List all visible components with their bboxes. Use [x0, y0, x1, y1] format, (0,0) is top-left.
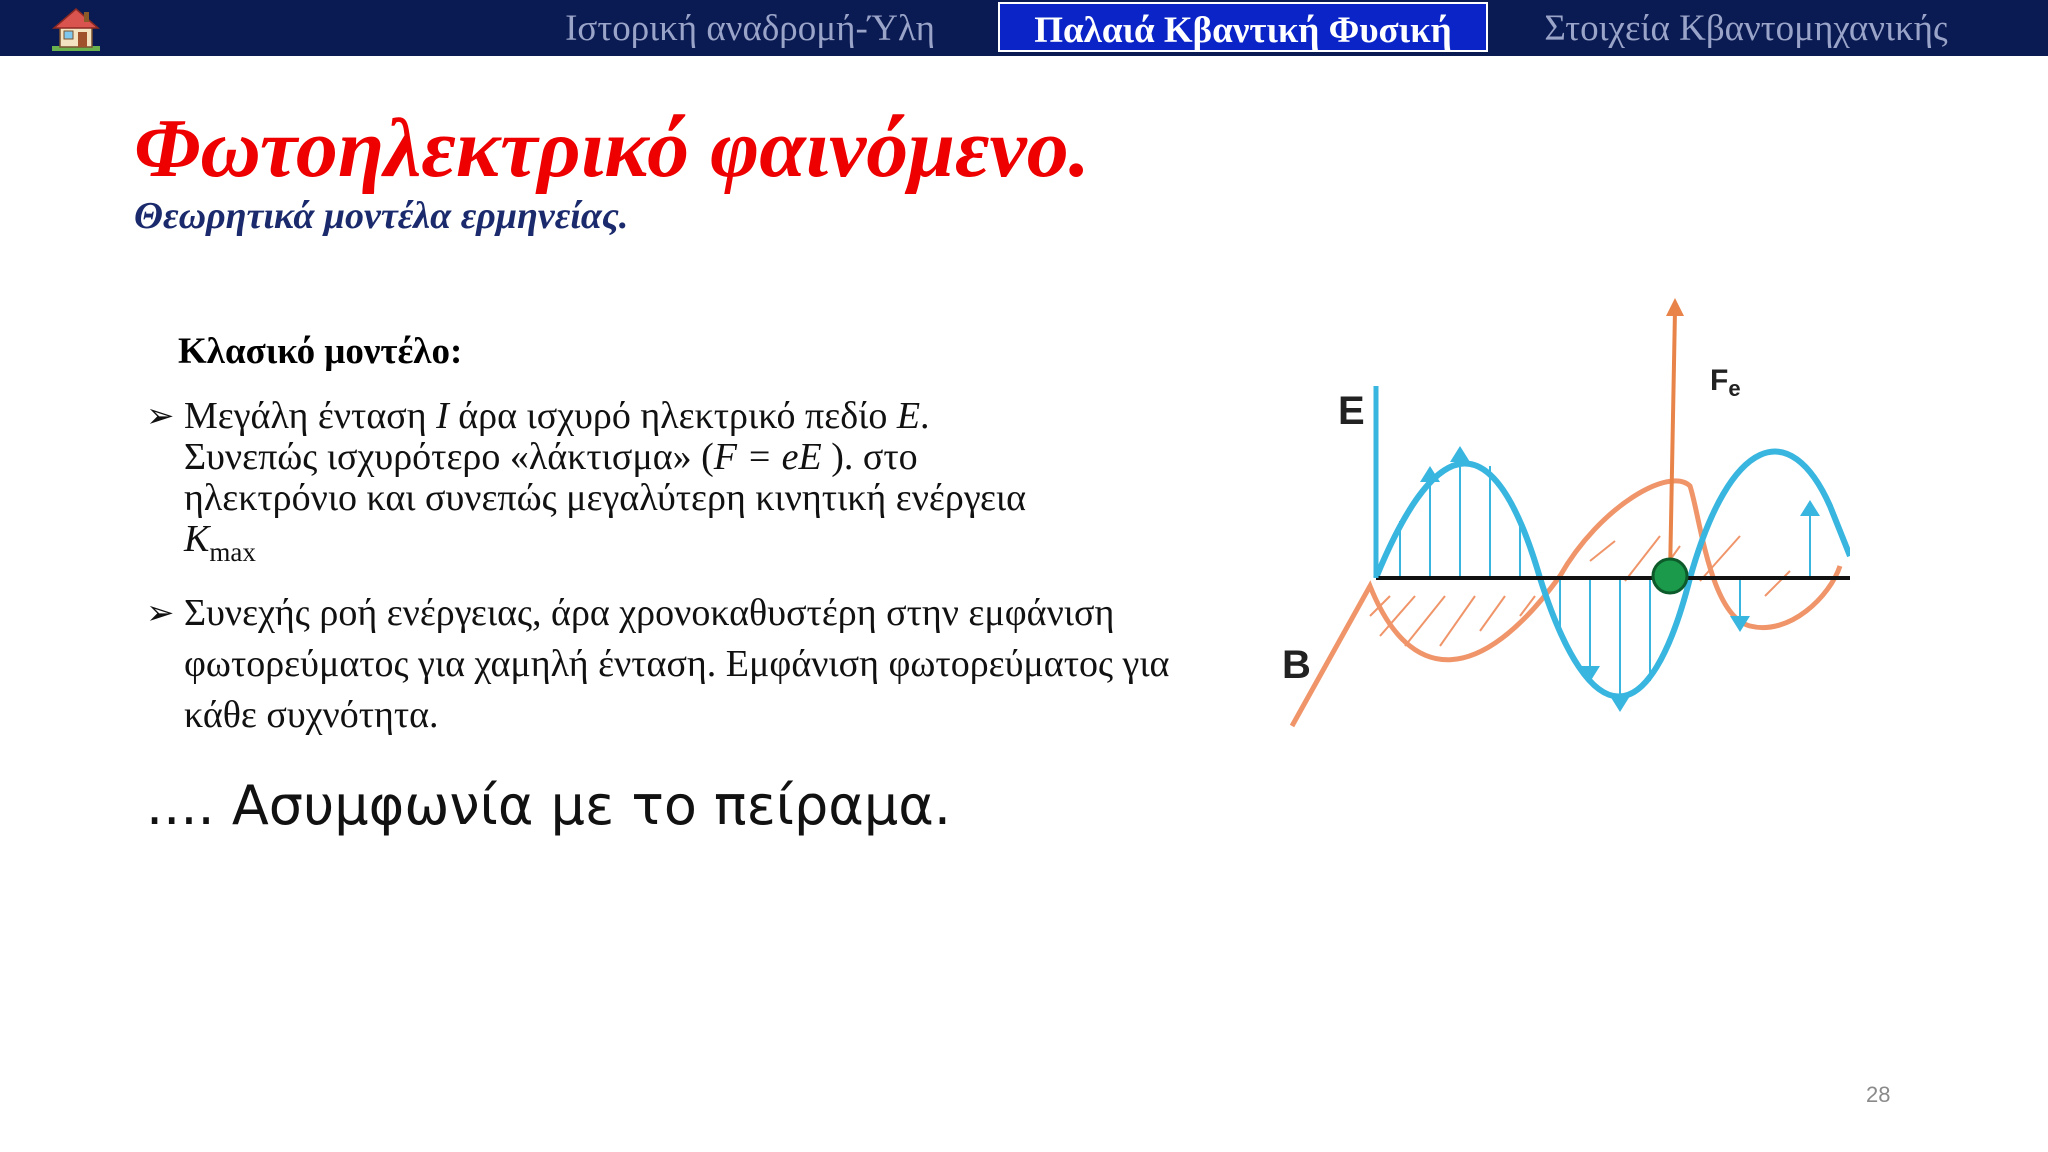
force-arrowhead [1666, 298, 1684, 316]
math-variable: I [436, 395, 449, 437]
page-number: 28 [1866, 1082, 1891, 1107]
label-force-subscript: e [1728, 376, 1741, 401]
nav-tab-history[interactable]: Ιστορική αναδρομή-Ύλη [565, 8, 935, 49]
math-equation: F = eE [713, 436, 822, 478]
nav-tab-quantum-mechanics[interactable]: Στοιχεία Κβαντομηχανικής [1544, 8, 1948, 49]
bullet-text: Μεγάλη ένταση I άρα ισχυρό ηλεκτρικό πεδίο E. Συνεπώς ισχυρότερο «λάκτισμα» (F = eE ). στο ηλεκτρόνιο και συνεπώς μεγαλύτερη κινητική ενέργεια $K_{max}$ [184, 395, 1027, 567]
label-force: F [1710, 364, 1729, 397]
math-variable: E [896, 395, 921, 437]
bullet-arrow-icon: ➢ [146, 398, 175, 435]
section-heading: Κλασικό μοντέλο: [178, 331, 463, 372]
label-e: E [1338, 389, 1365, 433]
label-b: B [1282, 643, 1311, 687]
bullet-item [146, 396, 1184, 573]
bullet-item [146, 588, 1184, 741]
electron-dot [1653, 559, 1687, 593]
top-navigation-bar [0, 0, 2048, 56]
house-icon [50, 6, 102, 52]
math-subscript: max [209, 537, 256, 567]
svg-text:Fe [1710, 364, 1741, 401]
em-wave-figure [1270, 296, 1850, 756]
nav-tab-old-quantum-physics[interactable]: Παλαιά Κβαντική Φυσική [998, 2, 1488, 52]
math-variable: K [184, 518, 210, 560]
bullet-text: Συνεχής ροή ενέργειας, άρα χρονοκαθυστέρη στην εμφάνιση φωτορεύματος για χαμηλή ένταση. Εμφάνιση φωτορεύματος για κάθε συχνότητα. [184, 592, 1170, 736]
slide-title: Φωτοηλεκτρικό φαινόμενο. [134, 102, 1090, 195]
slide-subtitle: Θεωρητικά μοντέλα ερμηνείας. [134, 195, 629, 237]
bullet-arrow-icon: ➢ [146, 595, 175, 632]
home-button[interactable] [50, 6, 102, 52]
conclusion-text: .... Ασυμφωνία με το πείραμα. [146, 774, 952, 837]
